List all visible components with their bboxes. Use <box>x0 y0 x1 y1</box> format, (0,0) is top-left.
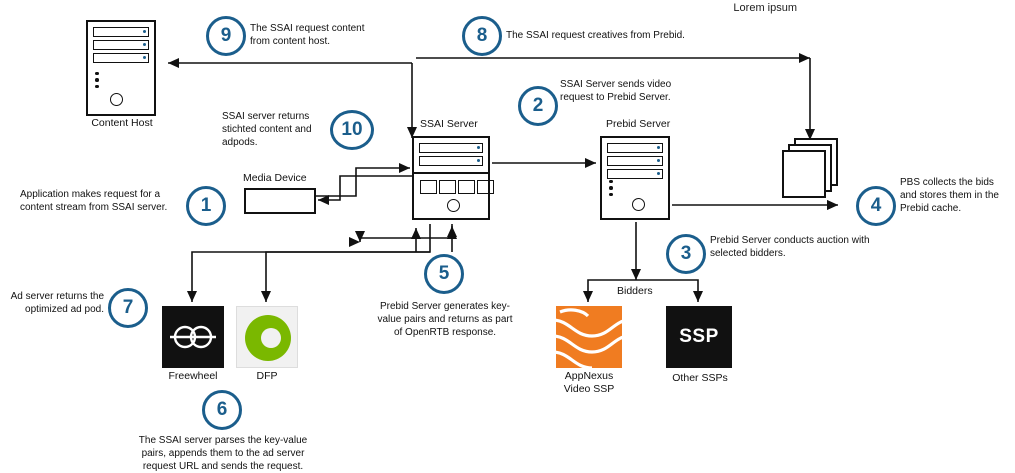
step-badge-4: 4 <box>856 186 896 226</box>
freewheel-glyph <box>162 306 224 368</box>
content-host-bays <box>88 22 154 63</box>
appnexus-label-line2: Video SSP <box>563 383 615 395</box>
dfp-glyph <box>237 307 299 369</box>
appnexus-logo <box>556 306 622 368</box>
step-badge-5: 5 <box>424 254 464 294</box>
ssai-server-power-icon <box>447 199 460 212</box>
step-badge-10: 10 <box>330 110 374 150</box>
prebid-server-bays <box>602 138 668 179</box>
media-device-label: Media Device <box>243 172 307 184</box>
watermark-text: Lorem ipsum <box>733 2 797 14</box>
ssai-server-slots <box>420 180 494 194</box>
step-caption-6: The SSAI server parses the key-value pairs, appends them to the ad server request URL and sends the request. <box>138 435 308 472</box>
step-badge-3: 3 <box>666 234 706 274</box>
step-caption-9: The SSAI request content from content host. <box>250 23 365 47</box>
freewheel-logo <box>162 306 224 368</box>
dfp-logo <box>236 306 298 368</box>
step-badge-6: 6 <box>202 390 242 430</box>
ssai-server-label: SSAI Server <box>420 118 478 130</box>
ssp-logo-text: SSP <box>679 326 719 347</box>
prebid-server <box>600 136 670 220</box>
step-badge-2: 2 <box>518 86 558 126</box>
step-caption-4: PBS collects the bids and stores them in the Prebid cache. <box>900 177 999 214</box>
prebid-server-label: Prebid Server <box>606 118 671 130</box>
other-ssps-label: Other SSPs <box>672 372 728 384</box>
step-badge-7: 7 <box>108 288 148 328</box>
step-caption-7: Ad server returns the optimized ad pod. <box>10 291 104 315</box>
content-host-server <box>86 20 156 116</box>
step-caption-10: SSAI server returns stichted content and adpods. <box>222 111 312 148</box>
appnexus-glyph <box>556 306 622 368</box>
prebid-cache-page-1 <box>782 150 826 198</box>
ssai-server-bays <box>414 138 488 166</box>
bidders-label: Bidders <box>617 285 653 297</box>
step-caption-1: Application makes request for a content stream from SSAI server. <box>20 189 168 213</box>
media-device <box>244 188 316 214</box>
step-caption-8: The SSAI request creatives from Prebid. <box>506 30 685 41</box>
step-badge-8: 8 <box>462 16 502 56</box>
other-ssp-logo <box>666 306 732 368</box>
step-badge-1: 1 <box>186 186 226 226</box>
content-host-power-icon <box>110 93 123 106</box>
ssai-server <box>412 136 490 220</box>
step-badge-9: 9 <box>206 16 246 56</box>
dfp-label: DFP <box>256 370 278 382</box>
prebid-server-power-icon <box>632 198 645 211</box>
freewheel-label: Freewheel <box>168 370 218 382</box>
appnexus-label-line1: AppNexus <box>564 370 614 382</box>
content-host-label: Content Host <box>91 117 153 129</box>
step-caption-2: SSAI Server sends video request to Prebid Server. <box>560 79 672 103</box>
prebid-server-indicator-dots <box>609 180 613 197</box>
step-caption-3: Prebid Server conducts auction with selected bidders. <box>710 235 870 259</box>
step-caption-5: Prebid Server generates key-value pairs and returns as part of OpenRTB response. <box>377 301 513 338</box>
content-host-indicator-dots <box>95 72 99 89</box>
